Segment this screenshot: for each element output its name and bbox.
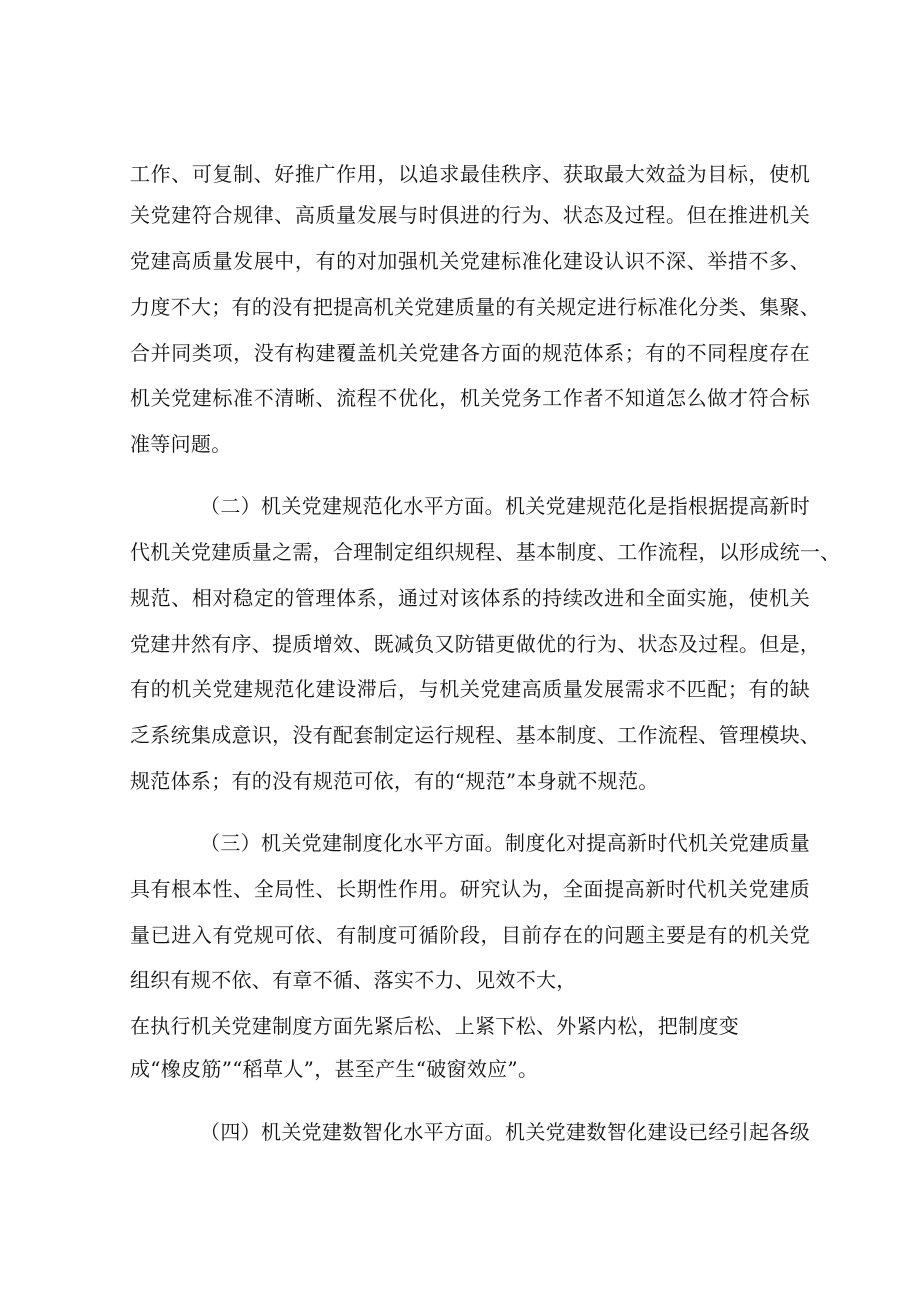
paragraph-2-line-3: 规范、相对稳定的管理体系，通过对该体系的持续改进和全面实施，使机关 bbox=[130, 586, 810, 610]
paragraph-1-line-7: 准等问题。 bbox=[130, 432, 232, 456]
paragraph-3-line-1: （三）机关党建制度化水平方面。制度化对提高新时代机关党建质量 bbox=[200, 831, 810, 855]
paragraph-3-line-6: 成“橡皮筋”“稻草人”，甚至产生“破窗效应”。 bbox=[130, 1057, 539, 1081]
paragraph-3-line-2: 具有根本性、全局性、长期性作用。研究认为，全面提高新时代机关党建质 bbox=[130, 877, 810, 901]
paragraph-2-line-4: 党建井然有序、提质增效、既减负又防错更做优的行为、状态及过程。但是， bbox=[130, 632, 821, 656]
paragraph-2-line-5: 有的机关党建规范化建设滞后，与机关党建高质量发展需求不匹配；有的缺 bbox=[130, 677, 810, 701]
paragraph-2-line-6: 乏系统集成意识，没有配套制定运行规程、基本制度、工作流程、管理模块、 bbox=[130, 723, 821, 747]
paragraph-1-line-6: 机关党建标准不清晰、流程不优化，机关党务工作者不知道怎么做才符合标 bbox=[130, 386, 810, 410]
paragraph-2-line-2: 代机关党建质量之需，合理制定组织规程、基本制度、工作流程，以形成统一、 bbox=[130, 540, 841, 564]
paragraph-3-line-3: 量已进入有党规可依、有制度可循阶段，目前存在的问题主要是有的机关党 bbox=[130, 923, 810, 947]
paragraph-2-line-7: 规范体系；有的没有规范可依，有的“规范”本身就不规范。 bbox=[130, 769, 659, 793]
paragraph-2-line-1: （二）机关党建规范化水平方面。机关党建规范化是指根据提高新时 bbox=[200, 494, 810, 518]
paragraph-3-line-4: 组织有规不依、有章不循、落实不力、见效不大， bbox=[130, 968, 577, 992]
paragraph-1-line-2: 关党建符合规律、高质量发展与时俱进的行为、状态及过程。但在推进机关 bbox=[130, 203, 810, 227]
paragraph-1-line-5: 合并同类项，没有构建覆盖机关党建各方面的规范体系；有的不同程度存在 bbox=[130, 341, 810, 365]
paragraph-1-line-1: 工作、可复制、好推广作用，以追求最佳秩序、获取最大效益为目标，使机 bbox=[130, 162, 810, 186]
paragraph-4-line-1: （四）机关党建数智化水平方面。机关党建数智化建设已经引起各级 bbox=[200, 1120, 810, 1144]
paragraph-1-line-4: 力度不大；有的没有把提高机关党建质量的有关规定进行标准化分类、集聚、 bbox=[130, 295, 821, 319]
paragraph-3-line-5: 在执行机关党建制度方面先紧后松、上紧下松、外紧内松，把制度变 bbox=[130, 1014, 739, 1038]
paragraph-1-line-3: 党建高质量发展中，有的对加强机关党建标准化建设认识不深、举措不多、 bbox=[130, 249, 810, 273]
